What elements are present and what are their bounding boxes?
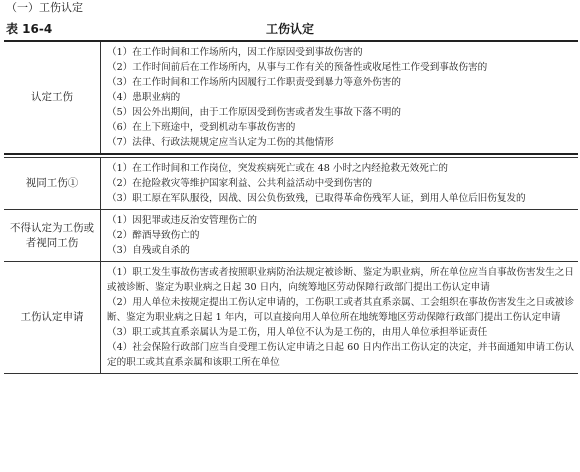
list-item: （4）患职业病的 [107,92,181,103]
table-row-application [4,262,578,374]
list-item: （3）职工或其直系亲属认为是工伤，用人单位不认为是工伤的，由用人单位承担举证责任 [107,327,488,338]
row-label: 工伤认定申请 [4,262,101,373]
list-item: （3）职工原在军队服役，因战、因公负伤致残，已取得革命伤残军人证，到用人单位后旧伤复发的 [107,193,526,204]
row-label: 视同工伤① [4,158,101,209]
list-item: （2）在抢险救灾等维护国家利益、公共利益活动中受到伤害的 [107,178,373,189]
row-items [101,262,578,373]
row-items [101,42,578,153]
list-item: （7）法律、行政法规规定应当认定为工伤的其他情形 [107,137,334,148]
section-heading: （一）工伤认定 [6,1,83,14]
list-item: （1）因犯罪或违反治安管理伤亡的 [107,215,258,226]
work-injury-table [4,40,578,374]
table-title: 工伤认定 [265,22,314,36]
row-items [101,210,578,261]
table-number: 表 16-4 [6,22,53,36]
table-row-not-injury [4,210,578,262]
list-item: （2）工作时间前后在工作场所内，从事与工作有关的预备性或收尾性工作受到事故伤害的 [107,62,488,73]
table-row-recognized-injury [4,42,578,155]
row-items [101,158,578,209]
list-item: （1）职工发生事故伤害或者按照职业病防治法规定被诊断、鉴定为职业病，所在单位应当自事故伤害发生之日或被诊断、鉴定为职业病之日起 30 日内，向统筹地区劳动保障行政部门提出工伤认定申请 [107,267,574,293]
list-item: （2）用人单位未按规定提出工伤认定申请的，工伤职工或者其直系亲属、工会组织在事故伤害发生之日或被诊断、鉴定为职业病之日起 1 年内，可以直接向用人单位所在地统筹地区劳动保障行政部门提出工伤认定申请 [107,297,574,323]
list-item: （4）社会保险行政部门应当自受理工伤认定申请之日起 60 日内作出工伤认定的决定，并书面通知申请工伤认定的职工或其直系亲属和该职工所在单位 [107,342,574,368]
list-item: （5）因公外出期间，由于工作原因受到伤害或者发生事故下落不明的 [107,107,401,118]
list-item: （1）在工作时间和工作岗位，突发疾病死亡或在 48 小时之内经抢救无效死亡的 [107,163,449,174]
row-label: 不得认定为工伤或者视同工伤 [4,210,101,261]
table-row-deemed-injury [4,157,578,210]
list-item: （2）醉酒导致伤亡的 [107,230,200,241]
row-label: 认定工伤 [4,42,101,153]
list-item: （3）自残或自杀的 [107,245,190,256]
list-item: （6）在上下班途中，受到机动车事故伤害的 [107,122,296,133]
list-item: （1）在工作时间和工作场所内，因工作原因受到事故伤害的 [107,47,363,58]
list-item: （3）在工作时间和工作场所内因履行工作职责受到暴力等意外伤害的 [107,77,401,88]
